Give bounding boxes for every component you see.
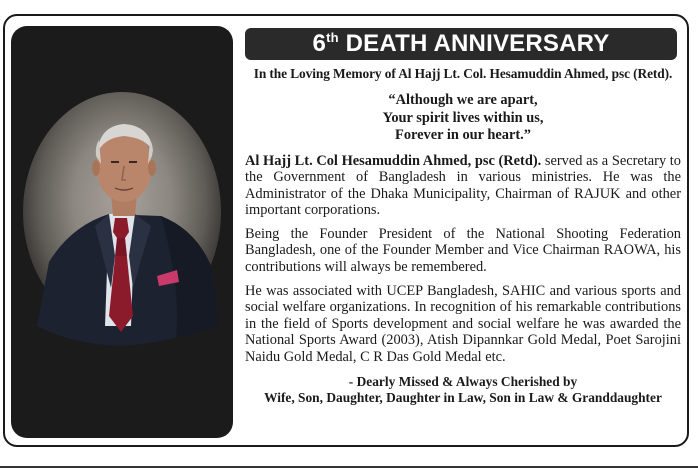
quote-block	[245, 92, 681, 145]
memory-line: In the Loving Memory of Al Hajj Lt. Col. Hesamuddin Ahmed, psc (Retd).	[253, 66, 673, 81]
biography-paragraph-1	[245, 153, 681, 219]
quote-line: Forever in our heart.”	[395, 127, 531, 143]
biography-paragraph-3: He was associated with UCEP Bangladesh, SAHIC and various sports and social welfare organizations. In recognition of his remarkable contributions in the field of Sports development and social welfare he was awarded the National Sports Award (2003), Atish Dipannkar Gold Medal, Poet Sarojini Naidu Gold Medal, C R Das Gold Medal etc.	[245, 282, 681, 366]
portrait-panel	[11, 26, 233, 438]
signoff-line: Wife, Son, Daughter, Daughter in Law, Son in Law & Granddaughter	[264, 390, 662, 406]
title-ordinal-suffix: th	[326, 30, 339, 45]
biography-paragraph-2: Being the Founder President of the National Shooting Federation Bangladesh, one of the Founder Member and Vice Chairman RAOWA, his contributions will always be remembered.	[245, 225, 681, 276]
title-ordinal-number: 6	[312, 30, 327, 57]
notice-content	[245, 66, 681, 406]
quote-line: Your spirit lives within us,	[382, 109, 544, 126]
biography-name: Al Hajj Lt. Col Hesamuddin Ahmed, psc (Retd).	[245, 152, 542, 169]
title-text: DEATH ANNIVERSARY	[338, 30, 610, 57]
portrait-photo	[11, 26, 233, 438]
signoff-block	[245, 374, 681, 407]
bottom-rule	[0, 466, 698, 468]
quote-line: “Although we are apart,	[388, 92, 538, 108]
title-banner	[245, 28, 677, 60]
biography-text-1: served as a Secretary to the Government of Bangladesh in various ministries. He was the Administrator of the Dhaka Municipality, Chairman of RAJUK and other important corporations.	[245, 152, 681, 219]
signoff-line: - Dearly Missed & Always Cherished by	[348, 373, 578, 389]
